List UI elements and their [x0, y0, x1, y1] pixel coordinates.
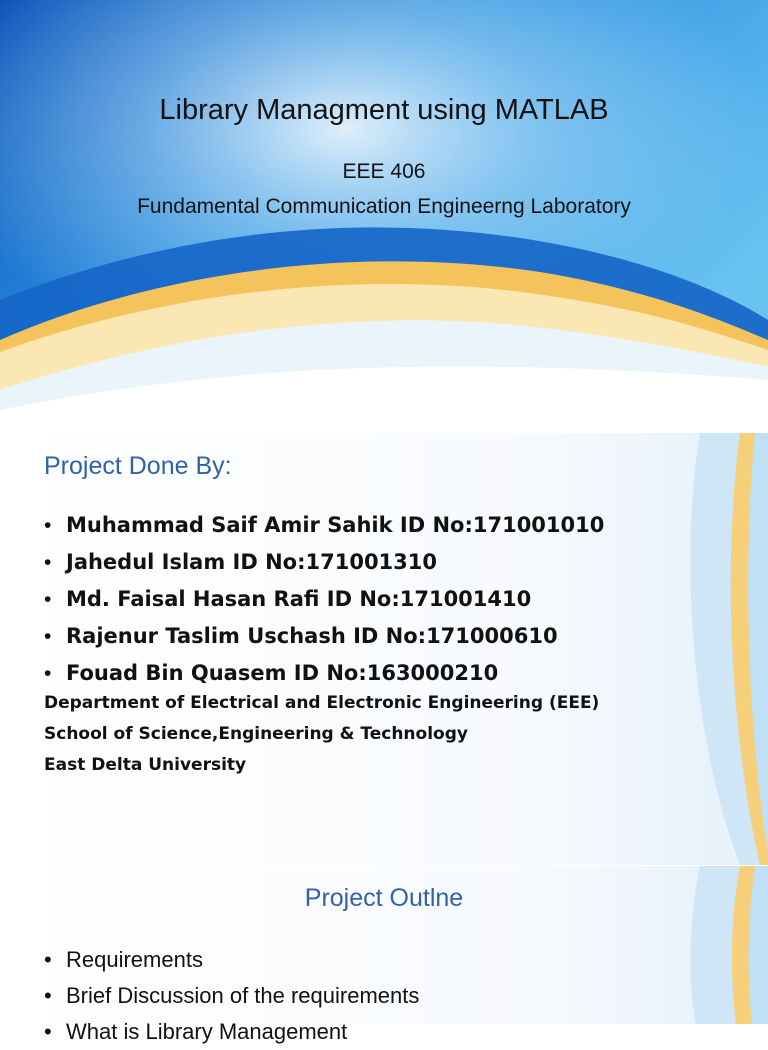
member-text: Jahedul Islam ID No:171001310 — [66, 550, 438, 574]
department-text: Department of Electrical and Electronic Engineering (EEE) — [44, 693, 600, 713]
university-text: East Delta University — [44, 755, 247, 775]
list-item — [44, 978, 419, 1014]
team-heading: Project Done By: — [44, 452, 232, 480]
bullet-icon: • — [44, 1019, 52, 1044]
list-item — [44, 1014, 419, 1050]
member-text: Rajenur Taslim Uschash ID No:171000610 — [66, 624, 558, 648]
bullet-icon: • — [44, 625, 52, 648]
bullet-icon: • — [44, 588, 52, 611]
member-text: Md. Faisal Hasan Rafi ID No:171001410 — [66, 587, 532, 611]
member-text: Muhammad Saif Amir Sahik ID No:171001010 — [66, 513, 605, 537]
bullet-icon: • — [44, 662, 52, 685]
outline-slide — [0, 866, 768, 1044]
title-slide — [0, 0, 768, 432]
bullet-icon: • — [44, 514, 52, 537]
outline-text: Requirements — [66, 947, 203, 972]
member-text: Fouad Bin Quasem ID No:163000210 — [66, 661, 499, 685]
list-item — [44, 655, 604, 692]
list-item — [44, 581, 604, 618]
outline-heading: Project Outlne — [304, 884, 464, 912]
list-item — [44, 618, 604, 655]
school-text: School of Science,Engineering & Technology — [44, 724, 468, 744]
bullet-icon: • — [44, 947, 52, 972]
bullet-icon: • — [44, 983, 52, 1008]
course-name: Fundamental Communication Engineerng Laboratory — [137, 195, 631, 218]
bullet-icon: • — [44, 551, 52, 574]
outline-text: Brief Discussion of the requirements — [66, 983, 420, 1008]
team-slide — [0, 433, 768, 865]
presentation-title: Library Managment using MATLAB — [159, 94, 609, 126]
outline-text: What is Library Management — [66, 1019, 348, 1044]
member-list — [44, 507, 604, 692]
list-item — [44, 544, 604, 581]
outline-list — [44, 942, 419, 1050]
affiliation-block — [44, 688, 599, 781]
list-item — [44, 942, 419, 978]
course-code: EEE 406 — [342, 160, 426, 183]
list-item — [44, 507, 604, 544]
